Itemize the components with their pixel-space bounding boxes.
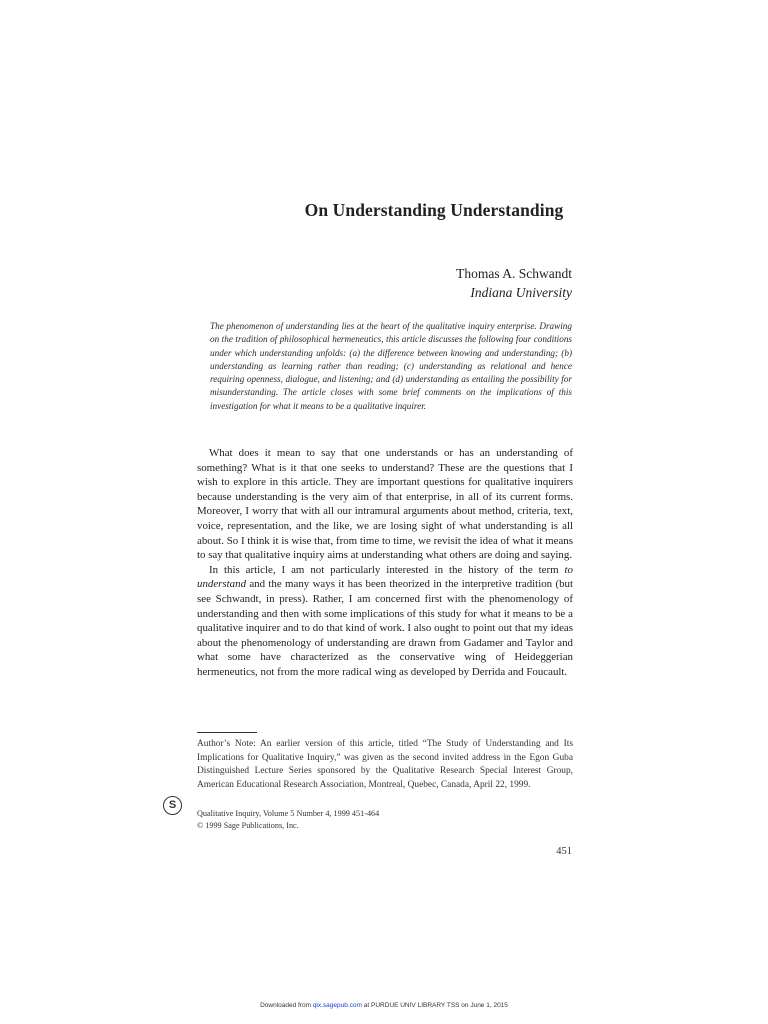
body-paragraph-1: What does it mean to say that one understands or has an understanding of something? What is it that one seeks to understand? These are the questions that I wish to explore in this article. They are important questions for qualitative inquirers because understanding is the very aim of that enterprise, in all of its current forms. Moreover, I worry that with all our intramural arguments about method, criteria, text, voice, representation, and the like, we are losing sight of what understanding is all about. So I think it is wise that, from time to time, we revisit the idea of what it means to say that qualitative inquiry aims at understanding what others are doing and saying.: [197, 447, 573, 562]
article-body: [197, 446, 573, 680]
footnote-divider: [197, 732, 257, 733]
paragraph-2-start: In this article, I am not particularly interested in the history of the term: [209, 563, 565, 576]
author-affiliation: Indiana University: [470, 285, 572, 300]
footer-link[interactable]: qix.sagepub.com: [312, 1002, 362, 1009]
paragraph-2-rest: and the many ways it has been theorized in the interpretive tradition (but see Schwandt, in press). Rather, I am concerned first with the phenomenology of understanding and then with some implications of this study for what it means to be a qualitative inquirer and to do that kind of work. I also ought to point out that my ideas about the phenomenology of understanding are drawn from Gadamer and Taylor and what some have characterized as the conservative wing of Heideggerian hermeneutics, not from the more radical wing as developed by Derrida and Foucault.: [197, 578, 573, 678]
journal-citation: Qualitative Inquiry, Volume 5 Number 4, 1999 451-464: [197, 809, 380, 818]
author-name: Thomas A. Schwandt: [456, 266, 572, 281]
italic-term: to understand: [197, 563, 573, 591]
copyright-line: © 1999 Sage Publications, Inc.: [197, 821, 299, 830]
body-paragraph-2: [197, 563, 573, 680]
abstract: The phenomenon of understanding lies at the heart of the qualitative inquiry enterprise. Drawing on the tradition of philosophical hermeneutics, this article discusses the following four conditions under which understanding unfolds: (a) the difference between knowing and understanding; (b) understanding as learning rather than reading; (c) understanding as relational and hence requiring openness, dialogue, and listening; and (d) understanding as entailing the possibility for misunderstanding. The article closes with some brief comments on the implications of this investigation for what it means to be a qualitative inquirer.: [210, 321, 572, 411]
author-note: Author’s Note: An earlier version of this article, titled “The Study of Understanding and Its Implications for Qualitative Inquiry,” was given as the second invited address in the Egon Guba Distinguished Lecture Series sponsored by the Qualitative Research Special Interest Group, American Educational Research Association, Montreal, Quebec, Canada, April 22, 1999.: [197, 739, 573, 790]
publication-info: [197, 808, 379, 832]
footer-prefix: Downloaded from: [260, 1002, 313, 1009]
download-footer: [0, 1002, 768, 1009]
sage-logo-icon: S: [163, 796, 182, 815]
page-number: 451: [556, 846, 572, 857]
article-title: On Understanding Understanding: [304, 200, 564, 220]
author-block: [456, 264, 572, 302]
footer-suffix: at PURDUE UNIV LIBRARY TSS on June 1, 2015: [361, 1002, 508, 1009]
